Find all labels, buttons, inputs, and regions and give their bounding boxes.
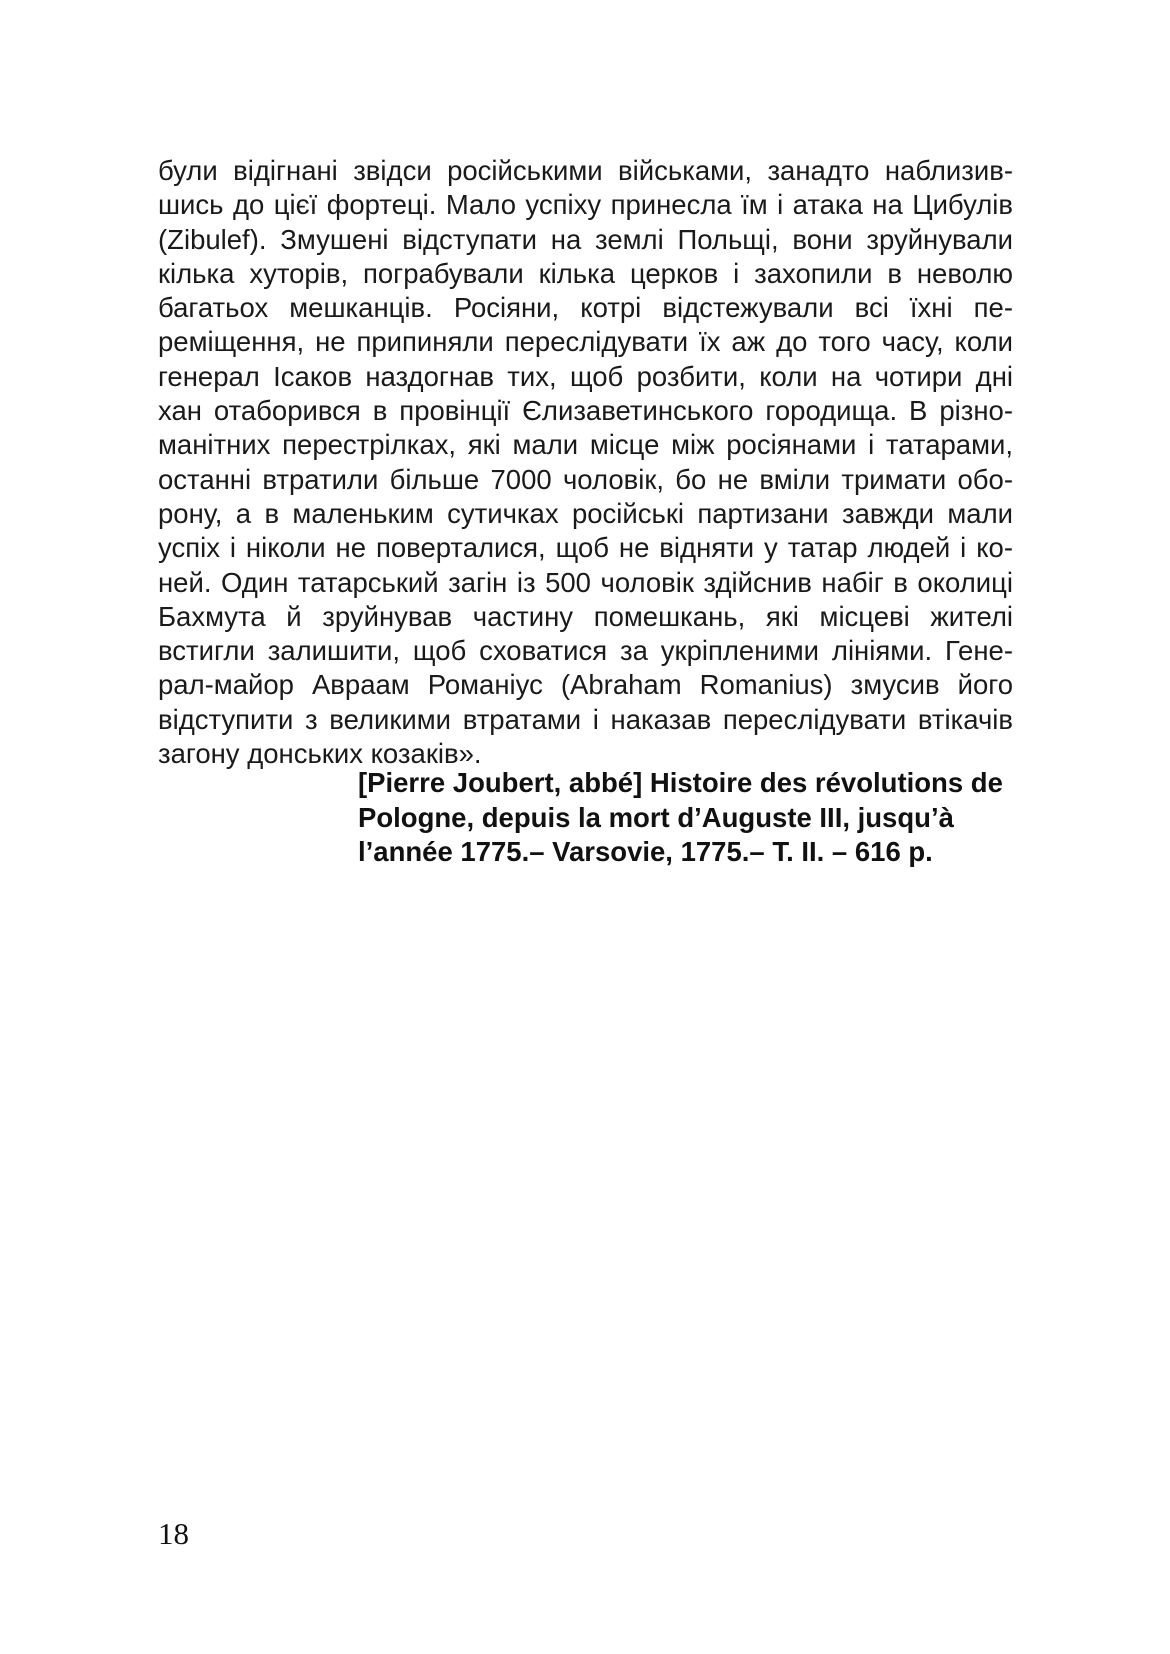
paragraph-line: Бахмута й зруйнував частину помешкань, які місцеві жителі: [158, 600, 1013, 632]
paragraph-line: багатьох мешканців. Росіяни, котрі відстежували всі їхні пе-: [158, 292, 1013, 324]
paragraph-line: були відігнані звідси російськими військами, занадто наблизив-: [158, 155, 1013, 186]
paragraph-line: хан отаборився в провінції Єлизаветинського городища. В різно-: [158, 395, 1013, 427]
citation-line: [Pierre Joubert, abbé] Histoire des révolutions de: [358, 767, 1003, 798]
paragraph-line: реміщення, не припиняли переслідувати їх аж до того часу, коли: [158, 326, 1013, 358]
paragraph-line: встигли залишити, щоб сховатися за укріпленими лініями. Гене-: [158, 635, 1013, 667]
body-paragraph: [158, 154, 1013, 771]
paragraph-line: відступити з великими втратами і наказав переслідувати втікачів: [158, 703, 1013, 735]
paragraph-line: кілька хуторів, пограбували кілька церков і захопили в неволю: [158, 257, 1013, 289]
paragraph-line: останні втратили більше 7000 чоловік, бо не вміли тримати обо-: [158, 463, 1013, 495]
paragraph-line: рал-майор Авраам Романіус (Abraham Romanius) змусив його: [158, 669, 1013, 701]
paragraph-line: (Zibulef). Змушені відступати на землі Польщі, вони зруйнували: [158, 223, 1013, 255]
paragraph-line: шись до цієї фортеці. Мало успіху принесла їм і атака на Цибулів: [158, 189, 1013, 221]
citation-line: Pologne, depuis la mort d’Auguste III, jusqu’à: [358, 801, 954, 833]
paragraph-line: ней. Один татарський загін із 500 чоловік здійснив набіг в околиці: [158, 566, 1013, 598]
citation-line: l’année 1775.– Varsovie, 1775.– T. II. – 616 p.: [358, 836, 933, 867]
paragraph-line: манітних перестрілках, які мали місце між росіянами і татарами,: [158, 429, 1013, 461]
paragraph-line: успіх і ніколи не поверталися, щоб не відняти у татар людей і ко-: [158, 532, 1013, 564]
paragraph-line: рону, а в маленьким сутичках російські партизани завжди мали: [158, 497, 1013, 529]
source-citation: [358, 766, 1018, 870]
page-number: 18: [158, 1516, 189, 1551]
paragraph-line: загону донських козаків».: [158, 738, 482, 770]
paragraph-line: генерал Ісаков наздогнав тих, щоб розбити, коли на чотири дні: [158, 360, 1013, 392]
